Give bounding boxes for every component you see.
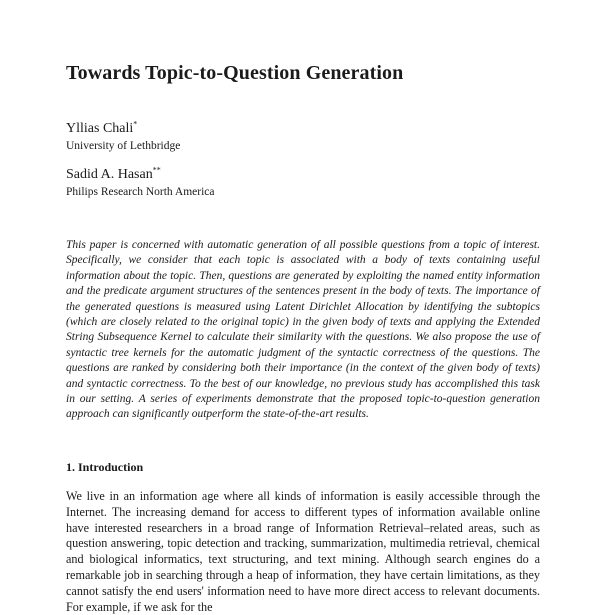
- author-1-name: [66, 121, 137, 137]
- author-2-mark: **: [152, 165, 161, 175]
- author-2-name-text: Sadid A. Hasan: [66, 167, 153, 182]
- author-1-name-text: Yllias Chali: [66, 121, 134, 136]
- author-1-mark: *: [133, 119, 138, 129]
- section-heading: 1. Introduction: [66, 460, 144, 474]
- author-2-affiliation: Philips Research North America: [66, 186, 215, 198]
- paper-title: Towards Topic-to-Question Generation: [66, 62, 404, 84]
- section-body-text: We live in an information age where all kinds of information is easily accessible through the Internet. The increasing demand for access to different types of information available online have interested researchers in a broad range of Information Retrieval–related areas, such as question answering, topic detection and tracking, summarization, multimedia retrieval, chemical and biological informatics, text structuring, and text mining. Although search engines do a remarkable job in searching through a heap of information, they have certain limitations, as they cannot satisfy the end users' information need to have more direct access to relevant documents. For example, if we ask for the: [66, 489, 540, 614]
- author-1-affiliation: University of Lethbridge: [66, 140, 181, 152]
- author-2-name: [66, 167, 161, 183]
- abstract: This paper is concerned with automatic generation of all possible questions from a topic of interest. Specifically, we consider that each topic is associated with a body of texts containing useful information about the topic. Then, questions are generated by exploiting the named entity information and the predicate argument structures of the sentences present in the body of texts. The importance of the generated questions is measured using Latent Dirichlet Allocation by identifying the subtopics (which are closely related to the original topic) in the given body of texts and applying the Extended String Subsequence Kernel to calculate their similarity with the questions. We also propose the use of syntactic tree kernels for the automatic judgment of the syntactic correctness of the questions. The questions are ranked by considering both their importance (in the context of the given body of texts) and syntactic correctness. To the best of our knowledge, no previous study has accomplished this task in our setting. A series of experiments demonstrate that the proposed topic-to-question generation approach can significantly outperform the state-of-the-art results.: [66, 239, 540, 421]
